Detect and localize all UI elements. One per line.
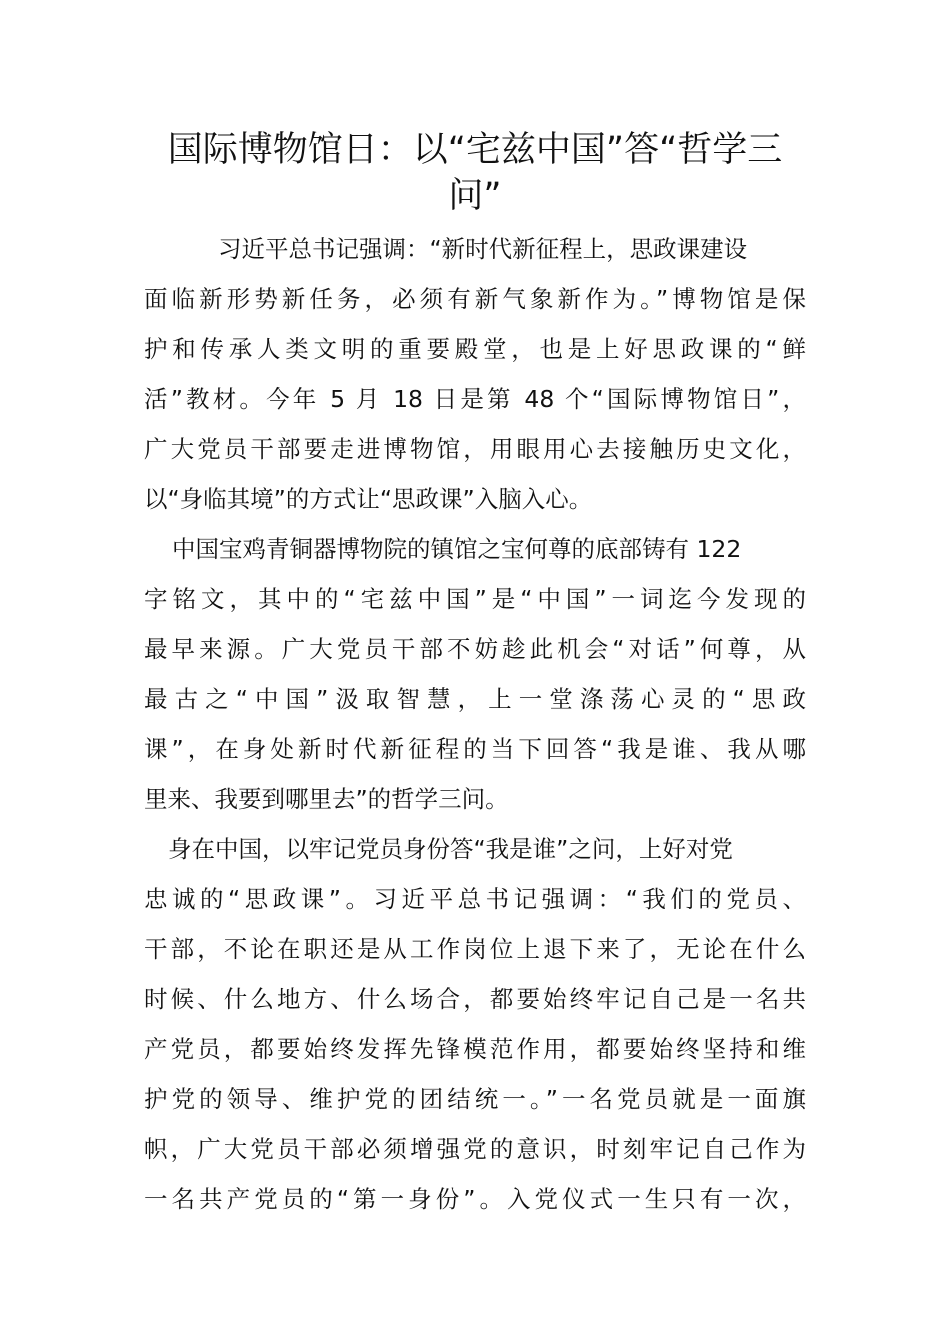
paragraph-2-line-4: 最古之“中国”汲取智慧，上一堂涤荡心灵的“思政 [144,685,806,713]
paragraph-1-line-3: 护和传承人类文明的重要殿堂，也是上好思政课的“鲜 [144,335,806,363]
paragraph-1-line-6: 以“身临其境”的方式让“思政课”入脑入心。 [144,485,593,513]
paragraph-3-line-2: 忠诚的“思政课”。习近平总书记强调：“我们的党员、 [144,885,806,913]
paragraph-3-line-7: 帜，广大党员干部必须增强党的意识，时刻牢记自己作为 [144,1135,806,1163]
paragraph-2-line-2: 字铭文，其中的“宅兹中国”是“中国”一词迄今发现的 [144,585,806,613]
paragraph-3-line-3: 干部，不论在职还是从工作岗位上退下来了，无论在什么 [144,935,806,963]
paragraph-3-line-4: 时候、什么地方、什么场合，都要始终牢记自己是一名共 [144,985,806,1013]
paragraph-3-line-1: 身在中国，以牢记党员身份答“我是谁”之问，上好对党 [168,835,733,863]
paragraph-1-line-4: 活”教材。今年 5 月 18 日是第 48 个“国际博物馆日”， [144,385,806,413]
paragraph-3-line-6: 护党的领导、维护党的团结统一。”一名党员就是一面旗 [144,1085,806,1113]
paragraph-1-line-2: 面临新形势新任务，必须有新气象新作为。”博物馆是保 [144,285,806,313]
paragraph-1-line-5: 广大党员干部要走进博物馆，用眼用心去接触历史文化， [144,435,806,463]
paragraph-2-line-5: 课”，在身处新时代新征程的当下回答“我是谁、我从哪 [144,735,806,763]
document-title: 国际博物馆日：以“宅兹中国”答“哲学三问” [167,130,783,216]
paragraph-3-line-8: 一名共产党员的“第一身份”。入党仪式一生只有一次， [144,1185,806,1213]
paragraph-2-line-1: 中国宝鸡青铜器博物院的镇馆之宝何尊的底部铸有 122 [172,535,742,563]
paragraph-2-line-3: 最早来源。广大党员干部不妨趁此机会“对话”何尊，从 [144,635,806,663]
paragraph-3-line-5: 产党员，都要始终发挥先锋模范作用，都要始终坚持和维 [144,1035,806,1063]
paragraph-1-line-1: 习近平总书记强调：“新时代新征程上，思政课建设 [218,235,748,263]
paragraph-2-line-6: 里来、我要到哪里去”的哲学三问。 [144,785,509,813]
